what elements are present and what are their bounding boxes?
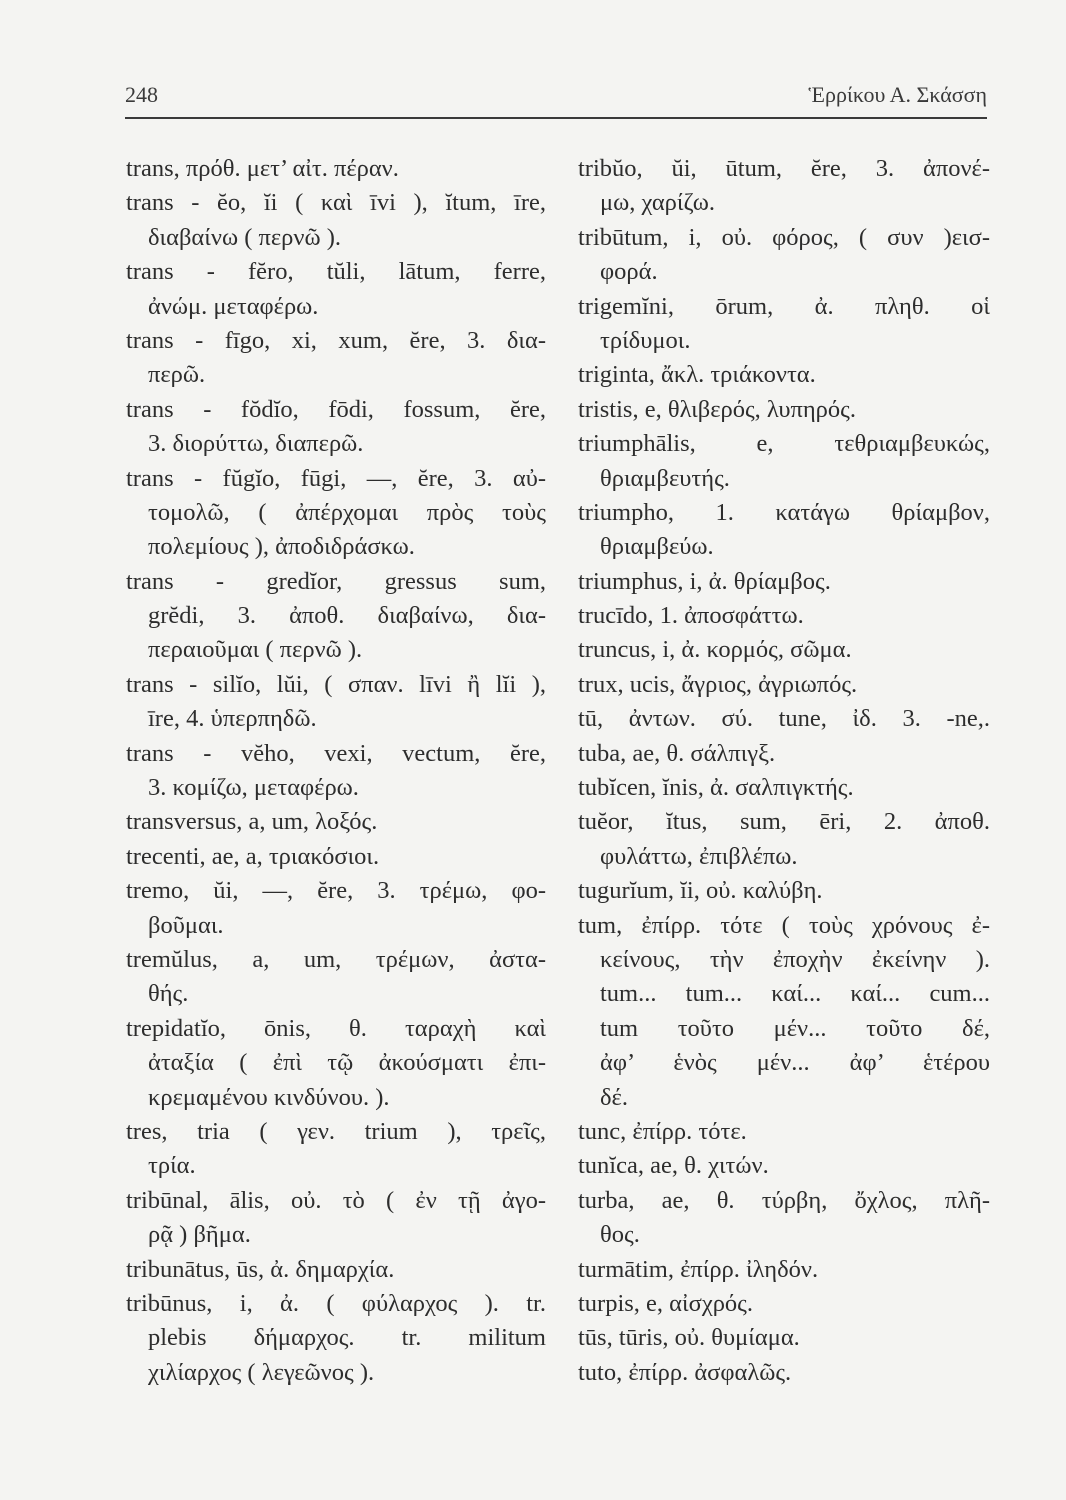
dictionary-line: θος. xyxy=(600,1221,640,1249)
right-column xyxy=(578,152,990,1390)
dictionary-line: trans - fīgo, xi, xum, ĕre, 3. δια- xyxy=(126,326,546,354)
dictionary-line: tunc, ἐπίρρ. τότε. xyxy=(578,1117,747,1145)
dictionary-line: triginta, ἄκλ. τριάκοντα. xyxy=(578,361,816,389)
dictionary-line: 3. διορύττω, διαπερῶ. xyxy=(148,430,364,458)
dictionary-line: θριαμβευτής. xyxy=(600,464,730,492)
dictionary-line: tremo, ŭi, —, ĕre, 3. τρέμω, φο- xyxy=(126,877,546,905)
dictionary-line: πολεμίους ), ἀποδιδράσκω. xyxy=(148,533,415,561)
dictionary-line: τομολῶ, ( ἀπέρχομαι πρὸς τοὺς xyxy=(148,498,546,526)
dictionary-line: tum... tum... καί... καί... cum... xyxy=(600,980,990,1008)
dictionary-line: īre, 4. ὑπερπηδῶ. xyxy=(148,705,317,733)
dictionary-line: θής. xyxy=(148,980,189,1008)
dictionary-line: βοῦμαι. xyxy=(148,911,224,939)
header-rule xyxy=(125,117,987,119)
dictionary-line: trepidatĭo, ōnis, θ. ταραχὴ καὶ xyxy=(126,1014,546,1042)
page-number: 248 xyxy=(125,82,158,107)
dictionary-line: διαβαίνω ( περνῶ ). xyxy=(148,223,341,251)
dictionary-line: tuba, ae, θ. σάλπιγξ. xyxy=(578,739,776,767)
page-header xyxy=(125,82,987,112)
left-column xyxy=(126,152,546,1390)
dictionary-line: tribŭo, ŭi, ūtum, ĕre, 3. ἀπονέ- xyxy=(578,155,990,182)
dictionary-line: trans - fĕro, tŭli, lātum, ferre, xyxy=(126,258,546,286)
dictionary-line: truncus, i, ἀ. κορμός, σῶμα. xyxy=(578,636,852,664)
dictionary-line: φυλάττω, ἐπιβλέπω. xyxy=(600,842,798,870)
dictionary-line: τρία. xyxy=(148,1152,196,1180)
dictionary-line: 3. κομίζω, μεταφέρω. xyxy=(148,774,359,802)
dictionary-line: triumphālis, e, τεθριαμβευκώς, xyxy=(578,430,990,458)
dictionary-line: triumpho, 1. κατάγω θρίαμβον, xyxy=(578,498,990,526)
dictionary-line: tum τοῦτο μέν... τοῦτο δέ, xyxy=(600,1014,990,1042)
dictionary-line: φορά. xyxy=(600,258,658,286)
dictionary-line: ἀνώμ. μεταφέρω. xyxy=(148,292,319,320)
dictionary-line: turmātim, ἐπίρρ. ἰληδόν. xyxy=(578,1255,819,1283)
dictionary-line: trans - fŭgĭo, fūgi, —, ĕre, 3. αὐ- xyxy=(126,464,546,492)
dictionary-line: κείνους, τὴν ἐποχὴν ἐκείνην ). xyxy=(600,945,990,973)
dictionary-line: μω, χαρίζω. xyxy=(600,189,716,217)
dictionary-line: κρεμαμένου κινδύνου. ). xyxy=(148,1083,390,1111)
dictionary-line: tubĭcen, ĭnis, ἀ. σαλπιγκτής. xyxy=(578,774,854,802)
dictionary-line: trans, πρόθ. μετ’ αἰτ. πέραν. xyxy=(126,155,399,182)
dictionary-line: triumphus, i, ἀ. θρίαμβος. xyxy=(578,567,831,595)
dictionary-line: tuĕor, ĭtus, sum, ēri, 2. ἀποθ. xyxy=(578,808,990,836)
dictionary-line: tugurĭum, ĭi, οὐ. καλύβη. xyxy=(578,877,823,905)
dictionary-line: tribūnus, i, ἀ. ( φύλαρχος ). tr. xyxy=(126,1289,546,1317)
dictionary-line: trux, ucis, ἄγριος, ἀγριωπός. xyxy=(578,670,858,698)
dictionary-line: θριαμβεύω. xyxy=(600,533,714,561)
dictionary-line: turba, ae, θ. τύρβη, ὄχλος, πλῆ- xyxy=(578,1186,990,1214)
dictionary-line: trans - silĭo, lŭi, ( σπαν. līvi ἢ lĭi ), xyxy=(126,670,546,698)
running-title: Ἑρρίκου Α. Σκάσση xyxy=(808,82,987,107)
dictionary-line: ρᾷ ) βῆμα. xyxy=(148,1221,251,1249)
dictionary-line: tūs, tūris, οὐ. θυμίαμα. xyxy=(578,1324,800,1352)
dictionary-line: trans - vĕho, vexi, vectum, ĕre, xyxy=(126,739,546,767)
dictionary-line: transversus, a, um, λοξός. xyxy=(126,808,378,836)
dictionary-line: tum, ἐπίρρ. τότε ( τοὺς χρόνους ἐ- xyxy=(578,911,990,939)
dictionary-line: trans - ĕo, ĭi ( καὶ īvi ), ĭtum, īre, xyxy=(126,189,546,217)
dictionary-line: trecenti, ae, a, τριακόσιοι. xyxy=(126,842,380,870)
dictionary-line: trans - fŏdĭo, fōdi, fossum, ĕre, xyxy=(126,395,546,423)
dictionary-line: χιλίαρχος ( λεγεῶνος ). xyxy=(148,1358,375,1386)
dictionary-line: tribūtum, i, οὐ. φόρος, ( συν )εισ- xyxy=(578,223,990,251)
dictionary-line: trigemĭni, ōrum, ἀ. πληθ. οἱ xyxy=(578,292,990,320)
dictionary-line: περαιοῦμαι ( περνῶ ). xyxy=(148,636,363,664)
dictionary-line: plebis δήμαρχος. tr. militum xyxy=(148,1324,546,1352)
dictionary-line: δέ. xyxy=(600,1083,628,1111)
dictionary-line: ἀφ’ ἑνὸς μέν... ἀφ’ ἑτέρου xyxy=(600,1049,990,1077)
dictionary-line: ἀταξία ( ἐπὶ τῷ ἀκούσματι ἐπι- xyxy=(148,1049,546,1077)
dictionary-line: tres, tria ( γεν. trium ), τρεῖς, xyxy=(126,1117,546,1145)
dictionary-line: τρίδυμοι. xyxy=(600,326,691,354)
dictionary-line: περῶ. xyxy=(148,361,206,389)
dictionary-line: tuto, ἐπίρρ. ἀσφαλῶς. xyxy=(578,1358,792,1386)
dictionary-line: tristis, e, θλιβερός, λυπηρός. xyxy=(578,395,856,423)
dictionary-line: tribunātus, ūs, ἀ. δημαρχία. xyxy=(126,1255,395,1283)
dictionary-line: tremŭlus, a, um, τρέμων, ἀστα- xyxy=(126,945,546,973)
dictionary-line: tribūnal, ālis, οὐ. τὸ ( ἐν τῇ ἀγο- xyxy=(126,1186,546,1214)
dictionary-line: trans - gredĭor, gressus sum, xyxy=(126,567,546,595)
dictionary-line: tū, ἀντων. σύ. tune, ἰδ. 3. -ne,. xyxy=(578,705,990,733)
dictionary-line: turpis, e, αἰσχρός. xyxy=(578,1289,753,1317)
dictionary-line: tunĭca, ae, θ. χιτών. xyxy=(578,1152,769,1180)
dictionary-line: grĕdi, 3. ἀποθ. διαβαίνω, δια- xyxy=(148,602,546,630)
dictionary-line: trucīdo, 1. ἀποσφάττω. xyxy=(578,602,804,630)
